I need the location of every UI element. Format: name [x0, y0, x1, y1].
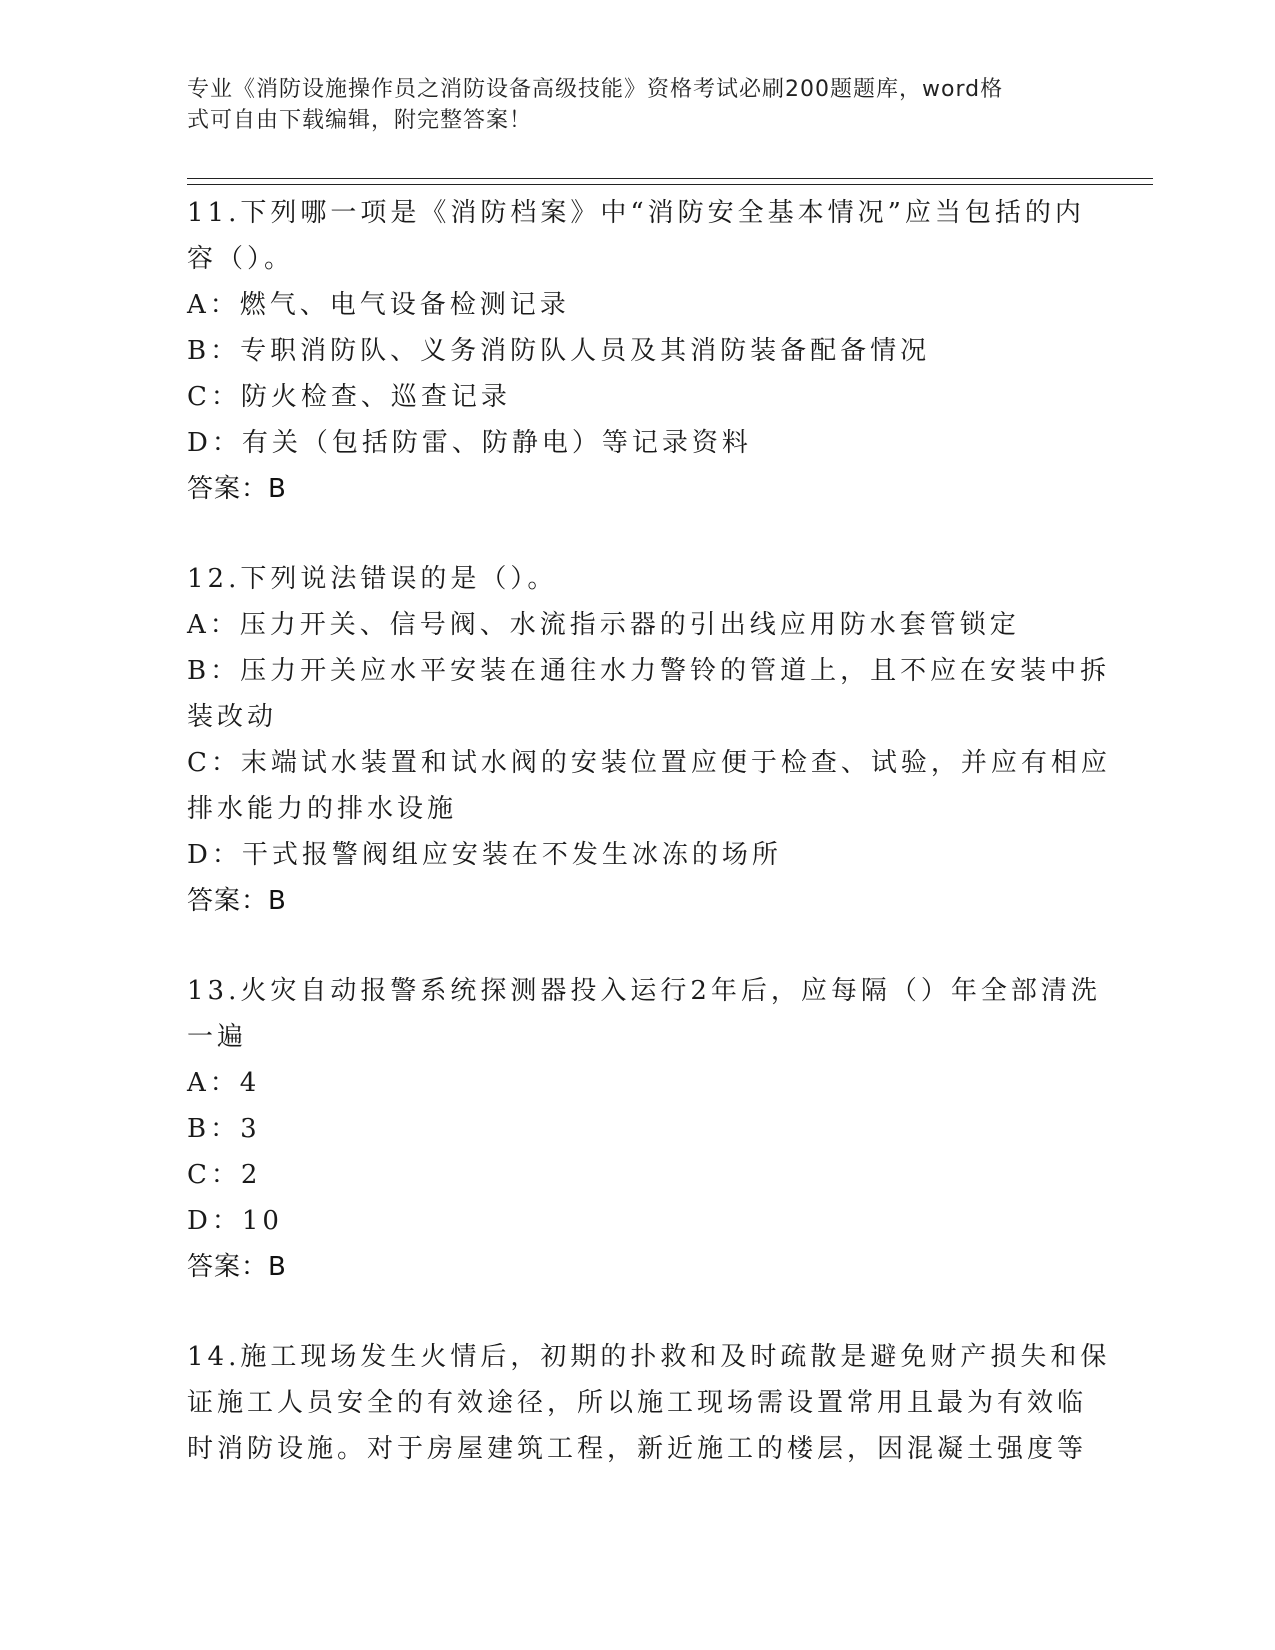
header-divider-bottom — [187, 184, 1153, 185]
question-text: 12.下列说法错误的是（）。 — [187, 564, 558, 594]
answer-option: C：防火检查、巡查记录 — [187, 382, 511, 412]
answer-option: D：干式报警阀组应安装在不发生冰冻的场所 — [187, 840, 782, 870]
question-text: 14.施工现场发生火情后，初期的扑救和及时疏散是避免财产损失和保 — [187, 1342, 1111, 1372]
question-text: 一遍 — [187, 1022, 248, 1052]
answer-option: C：2 — [187, 1160, 262, 1190]
answer-option: A：4 — [187, 1068, 261, 1098]
question-spacer — [187, 512, 1087, 556]
header-line-1: 专业《消防设施操作员之消防设备高级技能》资格考试必刷200题题库，word格 — [187, 77, 1004, 102]
question-text: 容（）。 — [187, 244, 295, 274]
question-block — [187, 556, 1111, 924]
question-text: 时消防设施。对于房屋建筑工程，新近施工的楼层，因混凝土强度等 — [187, 1434, 1088, 1464]
question-text: 11.下列哪一项是《消防档案》中“消防安全基本情况”应当包括的内 — [187, 198, 1085, 228]
answer-option: A：压力开关、信号阀、水流指示器的引出线应用防水套管锁定 — [187, 610, 1020, 640]
correct-answer: 答案：B — [187, 474, 287, 504]
page-header — [187, 74, 1067, 136]
question-spacer — [187, 924, 1087, 968]
answer-option: D：10 — [187, 1206, 283, 1236]
correct-answer: 答案：B — [187, 1252, 287, 1282]
header-divider-top — [187, 178, 1153, 179]
answer-option: 排水能力的排水设施 — [187, 794, 458, 824]
answer-option: B：压力开关应水平安装在通往水力警铃的管道上，且不应在安装中拆 — [187, 656, 1111, 686]
question-block — [187, 1334, 1111, 1472]
answer-option: 装改动 — [187, 702, 278, 732]
question-text: 证施工人员安全的有效途径，所以施工现场需设置常用且最为有效临 — [187, 1388, 1088, 1418]
question-block — [187, 190, 1087, 512]
question-block — [187, 968, 1101, 1290]
answer-option: B：专职消防队、义务消防队人员及其消防装备配备情况 — [187, 336, 931, 366]
answer-option: C：末端试水装置和试水阀的安装位置应便于检查、试验，并应有相应 — [187, 748, 1111, 778]
question-text: 13.火灾自动报警系统探测器投入运行2年后，应每隔（）年全部清洗 — [187, 976, 1101, 1006]
answer-option: D：有关（包括防雷、防静电）等记录资料 — [187, 428, 752, 458]
correct-answer: 答案：B — [187, 886, 287, 916]
answer-option: B：3 — [187, 1114, 261, 1144]
header-line-2: 式可自由下载编辑，附完整答案！ — [187, 108, 533, 133]
answer-option: A：燃气、电气设备检测记录 — [187, 290, 570, 320]
question-list — [187, 190, 1111, 1472]
question-spacer — [187, 1290, 1087, 1334]
